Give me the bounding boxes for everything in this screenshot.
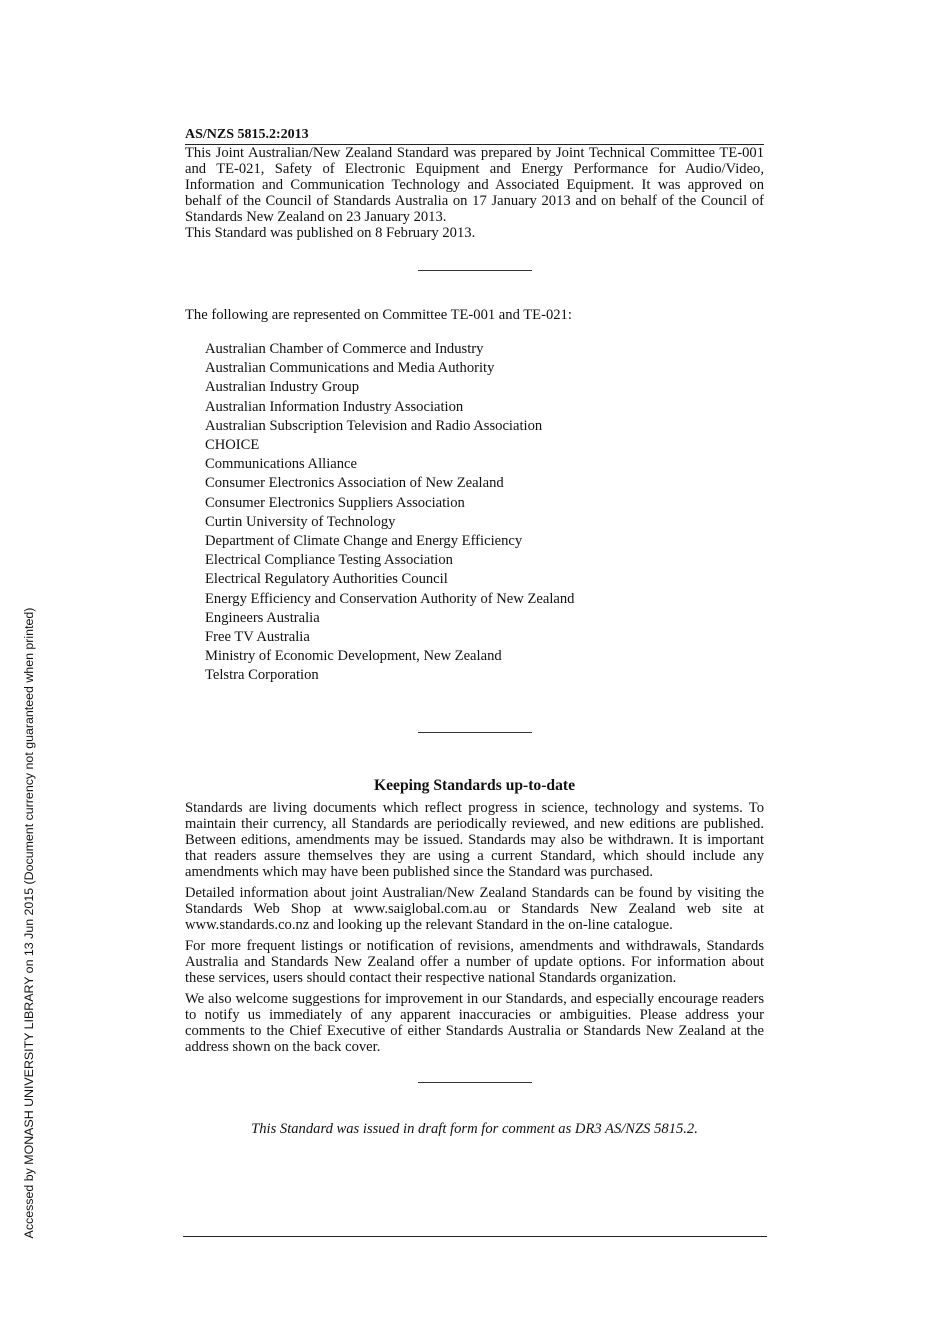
committee-intro: The following are represented on Committee TE-001 and TE-021:: [185, 307, 572, 323]
committee-member: Curtin University of Technology: [205, 513, 396, 530]
committee-member: Australian Communications and Media Authority: [205, 360, 495, 377]
preparation-paragraph: This Joint Australian/New Zealand Standard was prepared by Joint Technical Committee TE-001 and TE-021, Safety of Electronic Equipment and Energy Performance for Audio/Video, Information and Communication Technology and Associated Equipment. It was approved on behalf of the Council of Standards Australia on 17 January 2013 and on behalf of the Council of Standards New Zealand on 23 January 2013.: [185, 145, 764, 225]
access-note: Accessed by MONASH UNIVERSITY LIBRARY on 13 Jun 2015 (Document currency not guaranteed when printed): [22, 607, 36, 1239]
section-divider: [418, 270, 532, 271]
body-paragraph: Detailed information about joint Australian/New Zealand Standards can be found by visiting the Standards Web Shop at www.saiglobal.com.au or Standards New Zealand web site at www.standards.co.nz and looking up the relevant Standard in the on-line catalogue.: [185, 884, 764, 933]
body-paragraph: Standards are living documents which reflect progress in science, technology and systems. To maintain their currency, all Standards are periodically reviewed, and new editions are published. Between editions, amendments may be issued. Standards may also be withdrawn. It is important that readers assure themselves they are using a current Standard, which should include any amendments which may have been published since the Standard was purchased.: [185, 799, 764, 880]
committee-member: Consumer Electronics Association of New Zealand: [205, 475, 504, 492]
committee-member: Ministry of Economic Development, New Zealand: [205, 648, 502, 665]
section-divider: [418, 1082, 532, 1083]
committee-member: Australian Industry Group: [205, 379, 360, 396]
committee-member: Telstra Corporation: [205, 667, 319, 684]
publication-date: This Standard was published on 8 February 2013.: [185, 225, 476, 241]
committee-member: Australian Information Industry Association: [205, 398, 464, 415]
body-paragraph: We also welcome suggestions for improvement in our Standards, and especially encourage readers to notify us immediately of any apparent inaccuracies or ambiguities. Please address your comments to the Chief Executive of either Standards Australia or Standards New Zealand at the address shown on the back cover.: [185, 990, 764, 1055]
committee-member: Energy Efficiency and Conservation Authority of New Zealand: [205, 590, 575, 607]
committee-member: Free TV Australia: [205, 629, 310, 646]
committee-member: Electrical Regulatory Authorities Council: [205, 571, 448, 588]
body-paragraph: For more frequent listings or notification of revisions, amendments and withdrawals, Standards Australia and Standards New Zealand offer a number of update options. For information about these services, users should contact their respective national Standards organization.: [185, 937, 764, 986]
committee-member: Consumer Electronics Suppliers Association: [205, 494, 465, 511]
committee-member: Communications Alliance: [205, 456, 357, 473]
footer-rule: [183, 1236, 767, 1237]
committee-member: Department of Climate Change and Energy Efficiency: [205, 533, 523, 550]
committee-member: CHOICE: [205, 437, 260, 454]
standard-id-header: AS/NZS 5815.2:2013: [185, 127, 764, 145]
committee-member: Australian Chamber of Commerce and Industry: [205, 341, 484, 357]
committee-member-list: [185, 340, 764, 686]
committee-member: Electrical Compliance Testing Association: [205, 552, 453, 569]
document-page: [185, 127, 764, 1138]
keeping-up-to-date-heading: Keeping Standards up-to-date: [373, 776, 575, 794]
section-divider: [418, 732, 532, 733]
committee-member: Australian Subscription Television and Radio Association: [205, 417, 543, 434]
committee-member: Engineers Australia: [205, 609, 320, 626]
draft-note: This Standard was issued in draft form for comment as DR3 AS/NZS 5815.2.: [251, 1120, 698, 1137]
